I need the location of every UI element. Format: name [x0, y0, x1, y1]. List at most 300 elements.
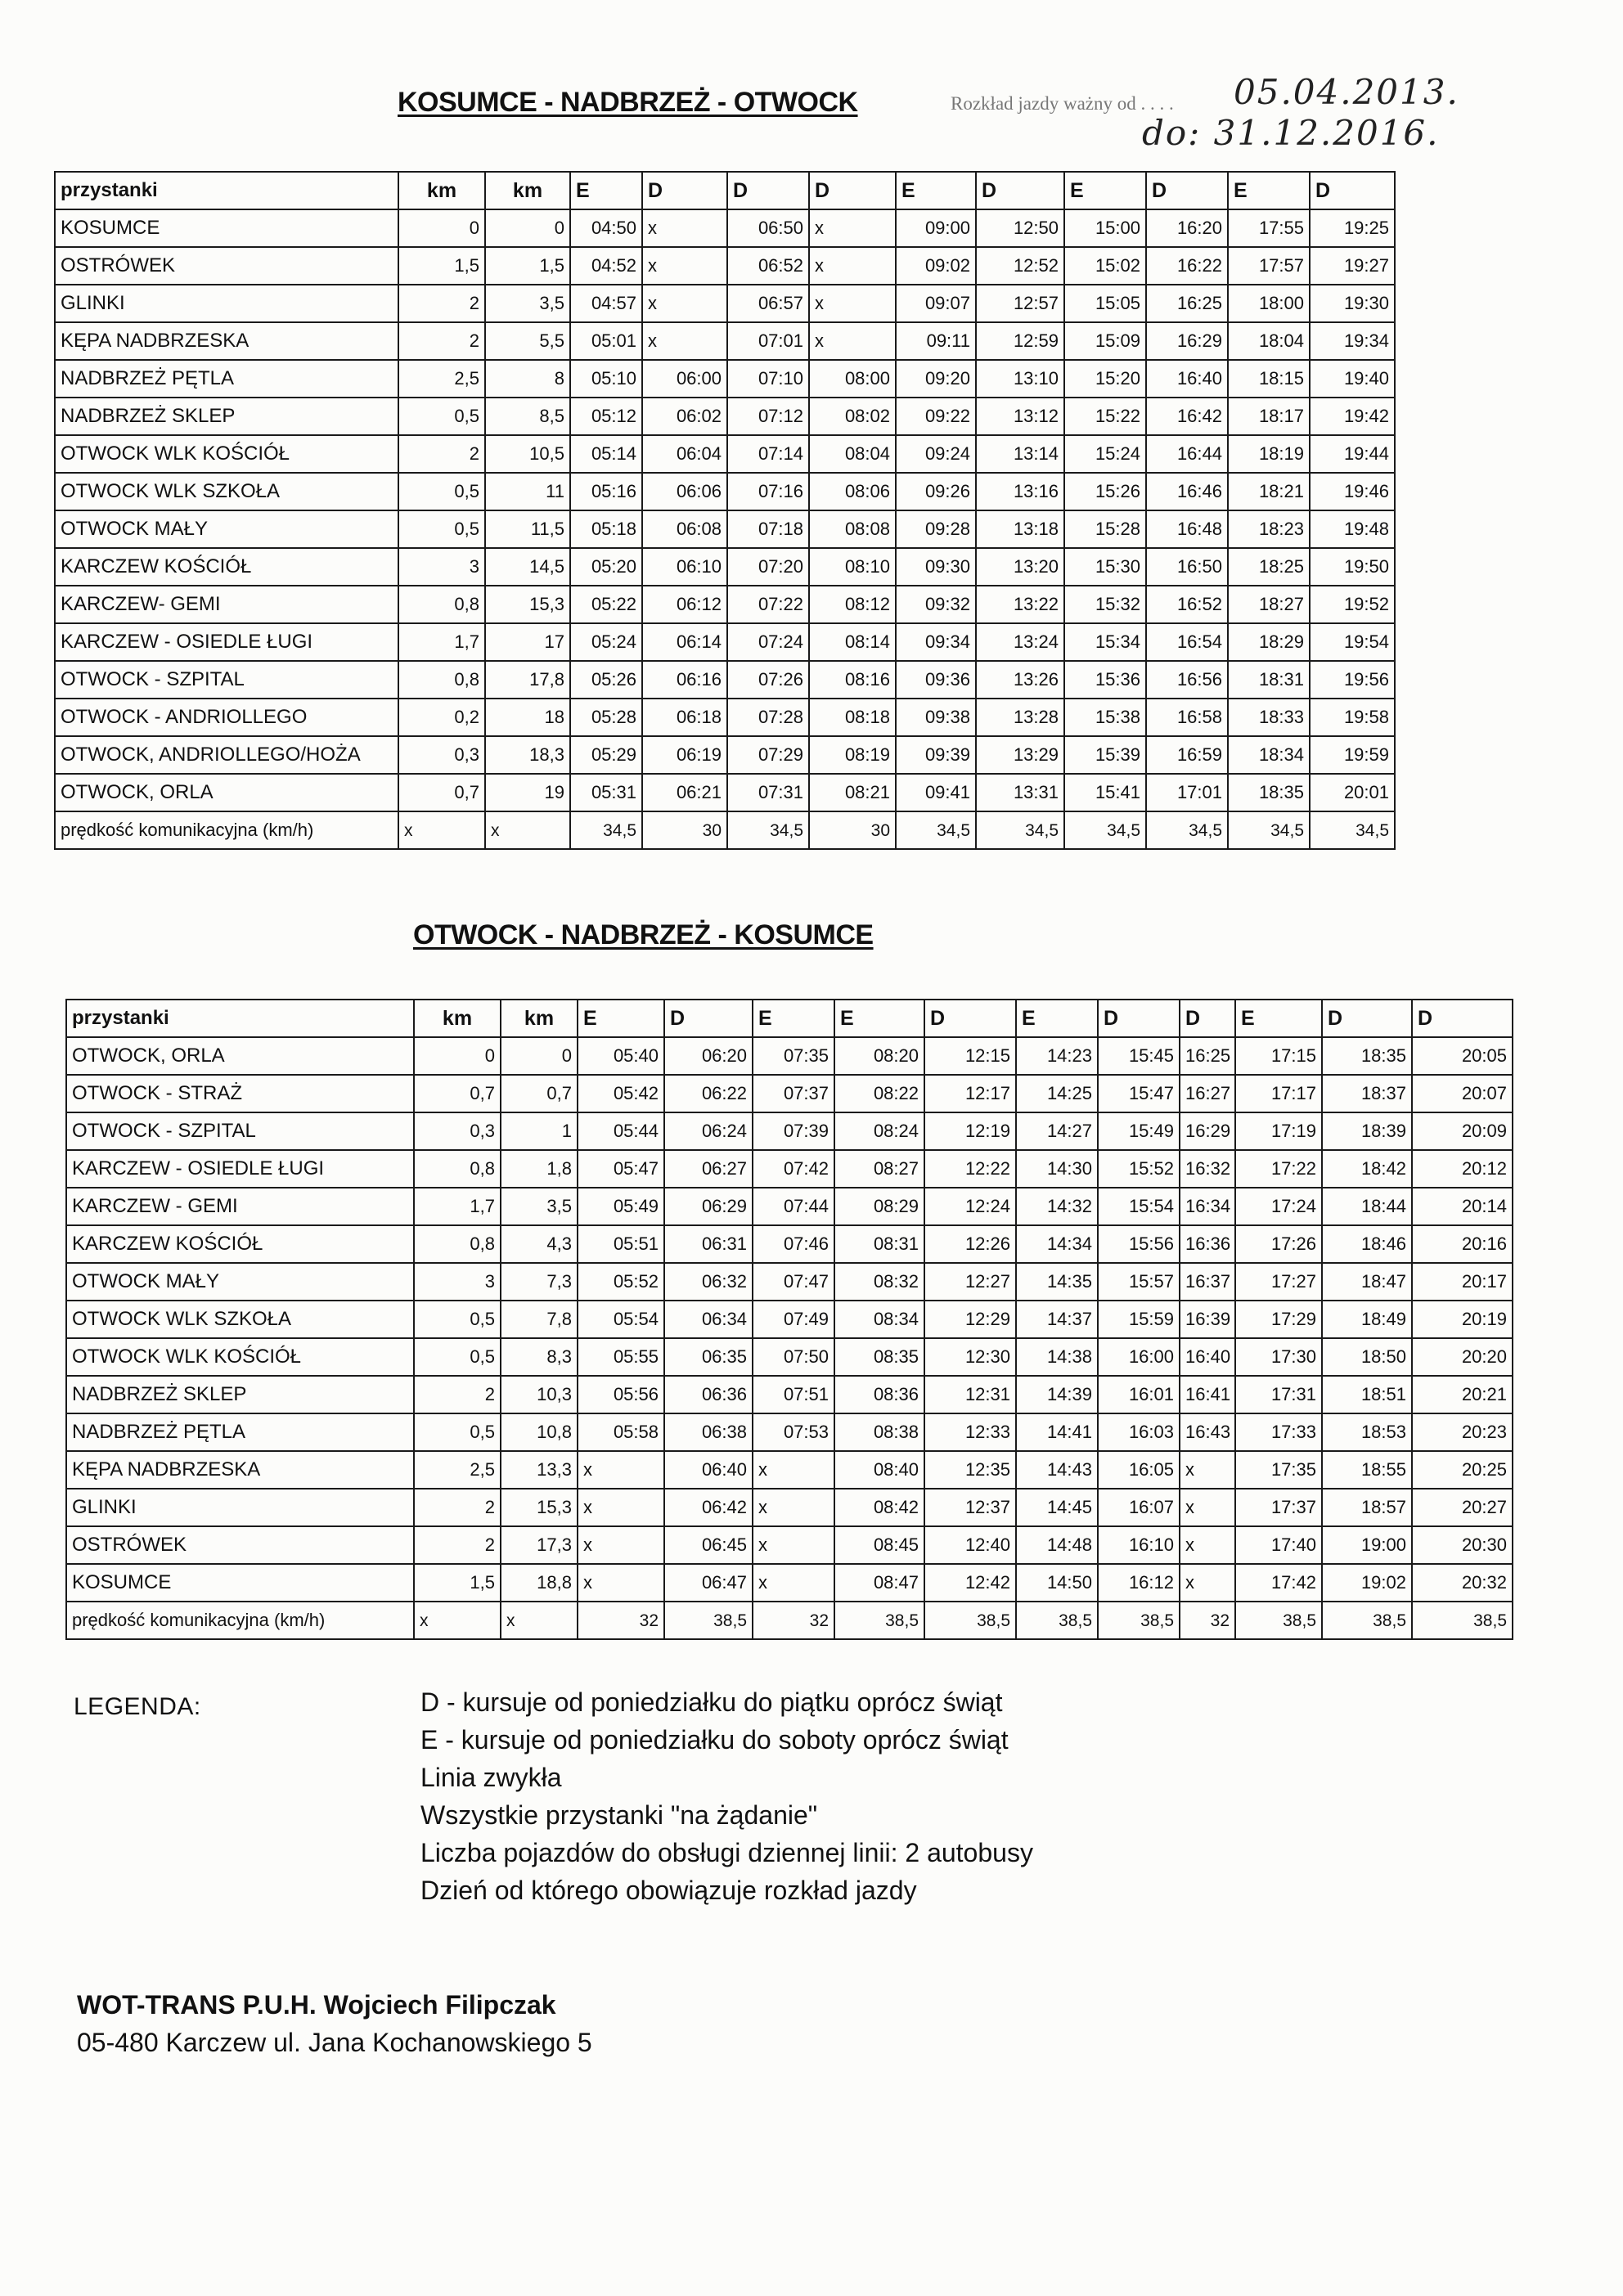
departure-time: 08:24: [834, 1112, 924, 1150]
departure-time: 18:51: [1322, 1376, 1412, 1413]
departure-time: 19:30: [1310, 285, 1395, 322]
departure-time: 12:26: [924, 1225, 1016, 1263]
departure-time: 06:29: [664, 1188, 753, 1225]
departure-time: 14:45: [1016, 1489, 1098, 1526]
table-row: [55, 661, 1496, 699]
departure-time: 06:50: [727, 209, 809, 247]
km-total: 13,3: [501, 1451, 578, 1489]
km-segment: 0,8: [398, 586, 485, 623]
departure-time: 15:59: [1098, 1301, 1180, 1338]
departure-time: 08:42: [834, 1489, 924, 1526]
departure-time: 17:30: [1235, 1338, 1322, 1376]
departure-time: 09:41: [896, 774, 976, 811]
km-segment: 0,7: [414, 1075, 501, 1112]
table-row: [66, 1150, 1513, 1188]
departure-time: 06:45: [664, 1526, 753, 1564]
departure-time: 14:23: [1016, 1037, 1098, 1075]
run-code-header: E: [1228, 172, 1310, 209]
departure-time: 14:39: [1016, 1376, 1098, 1413]
departure-time: 08:02: [809, 398, 896, 435]
stop-name: OTWOCK MAŁY: [55, 510, 398, 548]
departure-time: 13:28: [976, 699, 1064, 736]
departure-time: 16:43: [1180, 1413, 1235, 1451]
departure-time: 12:50: [976, 209, 1064, 247]
departure-time: 19:40: [1310, 360, 1395, 398]
km-total: 3,5: [485, 285, 570, 322]
departure-time: 08:45: [834, 1526, 924, 1564]
departure-time: 16:10: [1098, 1526, 1180, 1564]
table-row: [66, 1037, 1513, 1075]
table-row: [66, 1338, 1513, 1376]
departure-time: 06:10: [642, 548, 727, 586]
departure-time: 07:22: [727, 586, 809, 623]
departure-time: 04:50: [570, 209, 642, 247]
km-segment: 0,5: [398, 510, 485, 548]
km-segment: 2: [398, 285, 485, 322]
stop-name: KĘPA NADBRZESKA: [55, 322, 398, 360]
departure-time: 12:37: [924, 1489, 1016, 1526]
speed-value: 34,5: [727, 811, 809, 849]
departure-time: 05:18: [570, 510, 642, 548]
departure-time: 17:35: [1235, 1451, 1322, 1489]
run-code-header: D: [1310, 172, 1395, 209]
departure-time: 16:42: [1146, 398, 1228, 435]
departure-time: 14:43: [1016, 1451, 1098, 1489]
departure-time: 06:02: [642, 398, 727, 435]
run-code-header: D: [727, 172, 809, 209]
departure-time: 07:20: [727, 548, 809, 586]
departure-time: 16:01: [1098, 1376, 1180, 1413]
departure-time: 18:21: [1228, 473, 1310, 510]
departure-time: 20:16: [1412, 1225, 1513, 1263]
departure-time: 13:16: [976, 473, 1064, 510]
km-total: 8,3: [501, 1338, 578, 1376]
table-row: [55, 510, 1496, 548]
departure-time: 05:22: [570, 586, 642, 623]
departure-time: 16:44: [1146, 435, 1228, 473]
departure-time: 15:47: [1098, 1075, 1180, 1112]
km-total: 10,5: [485, 435, 570, 473]
stops-column-header: przystanki: [55, 172, 398, 209]
departure-time: 18:19: [1228, 435, 1310, 473]
legend-label: LEGENDA:: [74, 1693, 201, 1720]
departure-time: 05:29: [570, 736, 642, 774]
departure-time: x: [1180, 1489, 1235, 1526]
departure-time: 18:57: [1322, 1489, 1412, 1526]
departure-time: 07:28: [727, 699, 809, 736]
km-total: 7,8: [501, 1301, 578, 1338]
departure-time: 12:22: [924, 1150, 1016, 1188]
departure-time: 20:17: [1412, 1263, 1513, 1301]
speed-value: 34,5: [1064, 811, 1146, 849]
departure-time: 05:31: [570, 774, 642, 811]
km-segment: 0: [398, 209, 485, 247]
departure-time: 16:40: [1146, 360, 1228, 398]
table-row: [55, 398, 1496, 435]
departure-time: 08:22: [834, 1075, 924, 1112]
departure-time: 12:35: [924, 1451, 1016, 1489]
km-total: 15,3: [501, 1489, 578, 1526]
table-row: [55, 360, 1496, 398]
departure-time: 15:34: [1064, 623, 1146, 661]
table-row: [55, 586, 1496, 623]
departure-time: x: [753, 1489, 834, 1526]
departure-time: 05:42: [578, 1075, 664, 1112]
table-row: [66, 1376, 1513, 1413]
stop-name: OTWOCK WLK KOŚCIÓŁ: [66, 1338, 414, 1376]
km-total: 18,3: [485, 736, 570, 774]
run-code-header: E: [1016, 1000, 1098, 1037]
departure-time: 15:45: [1098, 1037, 1180, 1075]
departure-time: 16:32: [1180, 1150, 1235, 1188]
stop-name: GLINKI: [66, 1489, 414, 1526]
departure-time: 06:40: [664, 1451, 753, 1489]
km-segment: 0,5: [398, 473, 485, 510]
timetable-otwock-kosumce: [65, 999, 1513, 1640]
table-row: [66, 1526, 1513, 1564]
departure-time: 15:09: [1064, 322, 1146, 360]
departure-time: 06:00: [642, 360, 727, 398]
km-segment: 0,5: [398, 398, 485, 435]
departure-time: x: [642, 322, 727, 360]
departure-time: 16:54: [1146, 623, 1228, 661]
run-code-header: D: [642, 172, 727, 209]
validity-label: Rozkład jazdy ważny od . . . .: [951, 93, 1174, 114]
table-row: [66, 1075, 1513, 1112]
departure-time: 09:30: [896, 548, 976, 586]
stop-name: OTWOCK - ANDRIOLLEGO: [55, 699, 398, 736]
departure-time: 19:44: [1310, 435, 1395, 473]
departure-time: 16:48: [1146, 510, 1228, 548]
departure-time: 06:27: [664, 1150, 753, 1188]
valid-to-date: do: 31.12.2016.: [1142, 113, 1440, 153]
stop-name: OTWOCK - STRAŻ: [66, 1075, 414, 1112]
stop-name: KARCZEW KOŚCIÓŁ: [55, 548, 398, 586]
table-row: [66, 1301, 1513, 1338]
departure-time: 14:50: [1016, 1564, 1098, 1602]
departure-time: 14:27: [1016, 1112, 1098, 1150]
stop-name: OTWOCK, ORLA: [66, 1037, 414, 1075]
departure-time: 06:47: [664, 1564, 753, 1602]
departure-time: 20:12: [1412, 1150, 1513, 1188]
km-segment: 0,8: [414, 1150, 501, 1188]
legend-item: Dzień od którego obowiązuje rozkład jazdy: [420, 1876, 917, 1905]
departure-time: 15:36: [1064, 661, 1146, 699]
departure-time: 12:24: [924, 1188, 1016, 1225]
departure-time: x: [642, 247, 727, 285]
departure-time: x: [809, 322, 896, 360]
departure-time: 20:09: [1412, 1112, 1513, 1150]
departure-time: 17:01: [1146, 774, 1228, 811]
km-segment: 0,3: [414, 1112, 501, 1150]
departure-time: 05:40: [578, 1037, 664, 1075]
speed-value: 32: [1180, 1602, 1235, 1639]
run-code-header: E: [1235, 1000, 1322, 1037]
legend-item: E - kursuje od poniedziałku do soboty oprócz świąt: [420, 1725, 1009, 1755]
departure-time: 08:12: [809, 586, 896, 623]
departure-time: 18:42: [1322, 1150, 1412, 1188]
departure-time: 13:20: [976, 548, 1064, 586]
departure-time: 18:50: [1322, 1338, 1412, 1376]
table-row: [55, 209, 1496, 247]
departure-time: 05:49: [578, 1188, 664, 1225]
departure-time: 08:20: [834, 1037, 924, 1075]
departure-time: 16:41: [1180, 1376, 1235, 1413]
departure-time: 09:00: [896, 209, 976, 247]
stop-name: OTWOCK - SZPITAL: [66, 1112, 414, 1150]
departure-time: 06:12: [642, 586, 727, 623]
departure-time: 08:16: [809, 661, 896, 699]
departure-time: 06:04: [642, 435, 727, 473]
km-total: 10,3: [501, 1376, 578, 1413]
speed-label: prędkość komunikacyjna (km/h): [66, 1602, 414, 1639]
departure-time: 07:53: [753, 1413, 834, 1451]
legend-item: Liczba pojazdów do obsługi dziennej linii: 2 autobusy: [420, 1838, 1033, 1867]
departure-time: x: [1180, 1564, 1235, 1602]
table-row: [55, 435, 1496, 473]
stop-name: KARCZEW- GEMI: [55, 586, 398, 623]
departure-time: 05:51: [578, 1225, 664, 1263]
departure-time: 12:15: [924, 1037, 1016, 1075]
km-segment: 0,8: [398, 661, 485, 699]
departure-time: 16:20: [1146, 209, 1228, 247]
departure-time: 20:20: [1412, 1338, 1513, 1376]
km-total-column-header: km: [501, 1000, 578, 1037]
departure-time: 17:22: [1235, 1150, 1322, 1188]
departure-time: 07:24: [727, 623, 809, 661]
run-code-header: E: [570, 172, 642, 209]
departure-time: 08:27: [834, 1150, 924, 1188]
departure-time: 12:31: [924, 1376, 1016, 1413]
departure-time: 18:33: [1228, 699, 1310, 736]
departure-time: 18:27: [1228, 586, 1310, 623]
run-code-header: D: [1180, 1000, 1235, 1037]
table-row: [66, 1413, 1513, 1451]
departure-time: 20:19: [1412, 1301, 1513, 1338]
departure-time: 07:10: [727, 360, 809, 398]
departure-time: 09:38: [896, 699, 976, 736]
km-total-column-header: km: [485, 172, 570, 209]
company-name: WOT-TRANS P.U.H. Wojciech Filipczak: [77, 1990, 556, 2020]
km-segment: 2: [414, 1376, 501, 1413]
departure-time: 13:31: [976, 774, 1064, 811]
departure-time: 08:14: [809, 623, 896, 661]
departure-time: 07:26: [727, 661, 809, 699]
table-row: [55, 699, 1496, 736]
departure-time: 19:27: [1310, 247, 1395, 285]
departure-time: 09:24: [896, 435, 976, 473]
departure-time: 12:29: [924, 1301, 1016, 1338]
departure-time: 12:27: [924, 1263, 1016, 1301]
departure-time: 16:29: [1146, 322, 1228, 360]
departure-time: 09:34: [896, 623, 976, 661]
legend-item: Linia zwykła: [420, 1763, 562, 1792]
departure-time: 05:28: [570, 699, 642, 736]
stop-name: GLINKI: [55, 285, 398, 322]
speed-km-total: x: [485, 811, 570, 849]
departure-time: x: [809, 209, 896, 247]
departure-time: 14:35: [1016, 1263, 1098, 1301]
departure-time: 17:57: [1228, 247, 1310, 285]
km-total: 1,8: [501, 1150, 578, 1188]
departure-time: 18:35: [1322, 1037, 1412, 1075]
departure-time: 15:52: [1098, 1150, 1180, 1188]
speed-value: 38,5: [1098, 1602, 1180, 1639]
km-total: 0: [501, 1037, 578, 1075]
departure-time: 04:57: [570, 285, 642, 322]
departure-time: 08:10: [809, 548, 896, 586]
stop-name: KARCZEW - OSIEDLE ŁUGI: [66, 1150, 414, 1188]
departure-time: 13:10: [976, 360, 1064, 398]
table-header-row: [55, 172, 1496, 209]
departure-time: 12:30: [924, 1338, 1016, 1376]
departure-time: 06:08: [642, 510, 727, 548]
speed-value: 38,5: [664, 1602, 753, 1639]
departure-time: 19:50: [1310, 548, 1395, 586]
departure-time: 18:31: [1228, 661, 1310, 699]
timetable-kosumce-otwock: [54, 171, 1497, 850]
departure-time: 15:20: [1064, 360, 1146, 398]
table-row: [66, 1225, 1513, 1263]
departure-time: 18:47: [1322, 1263, 1412, 1301]
departure-time: 20:27: [1412, 1489, 1513, 1526]
stop-name: NADBRZEŻ SKLEP: [66, 1376, 414, 1413]
departure-time: 05:16: [570, 473, 642, 510]
table-row: [55, 247, 1496, 285]
departure-time: 13:14: [976, 435, 1064, 473]
departure-time: 07:12: [727, 398, 809, 435]
departure-time: 19:58: [1310, 699, 1395, 736]
departure-time: 15:05: [1064, 285, 1146, 322]
departure-time: 19:52: [1310, 586, 1395, 623]
km-segment: 0,5: [414, 1301, 501, 1338]
departure-time: 08:06: [809, 473, 896, 510]
table-row: [66, 1263, 1513, 1301]
legend-item: Wszystkie przystanki "na żądanie": [420, 1800, 818, 1830]
departure-time: 18:53: [1322, 1413, 1412, 1451]
stop-name: OTWOCK WLK KOŚCIÓŁ: [55, 435, 398, 473]
km-total: 17,8: [485, 661, 570, 699]
departure-time: x: [753, 1526, 834, 1564]
departure-time: 05:58: [578, 1413, 664, 1451]
departure-time: 19:02: [1322, 1564, 1412, 1602]
departure-time: 18:46: [1322, 1225, 1412, 1263]
departure-time: 07:42: [753, 1150, 834, 1188]
departure-time: 08:19: [809, 736, 896, 774]
departure-time: 15:41: [1064, 774, 1146, 811]
km-segment: 0,2: [398, 699, 485, 736]
speed-value: 34,5: [976, 811, 1064, 849]
departure-time: 07:44: [753, 1188, 834, 1225]
departure-time: 13:24: [976, 623, 1064, 661]
speed-value: 34,5: [1310, 811, 1395, 849]
departure-time: 20:25: [1412, 1451, 1513, 1489]
departure-time: 05:47: [578, 1150, 664, 1188]
departure-time: 06:19: [642, 736, 727, 774]
departure-time: 16:56: [1146, 661, 1228, 699]
departure-time: 07:39: [753, 1112, 834, 1150]
timetable-title-kosumce-otwock: KOSUMCE - NADBRZEŻ - OTWOCK: [398, 87, 858, 118]
speed-value: 38,5: [1016, 1602, 1098, 1639]
km-column-header: km: [414, 1000, 501, 1037]
departure-time: 19:46: [1310, 473, 1395, 510]
departure-time: x: [753, 1451, 834, 1489]
run-code-header: D: [1098, 1000, 1180, 1037]
departure-time: 12:17: [924, 1075, 1016, 1112]
km-total: 19: [485, 774, 570, 811]
departure-time: 17:40: [1235, 1526, 1322, 1564]
departure-time: 16:07: [1098, 1489, 1180, 1526]
km-total: 1,5: [485, 247, 570, 285]
departure-time: 16:12: [1098, 1564, 1180, 1602]
km-total: 14,5: [485, 548, 570, 586]
table-row: [55, 285, 1496, 322]
departure-time: 12:33: [924, 1413, 1016, 1451]
km-segment: 2: [414, 1526, 501, 1564]
km-segment: 0: [414, 1037, 501, 1075]
departure-time: 05:54: [578, 1301, 664, 1338]
departure-time: 14:32: [1016, 1188, 1098, 1225]
departure-time: x: [642, 285, 727, 322]
departure-time: 06:31: [664, 1225, 753, 1263]
speed-km: x: [398, 811, 485, 849]
run-code-header: D: [664, 1000, 753, 1037]
legend-item: D - kursuje od poniedziałku do piątku oprócz świąt: [420, 1687, 1003, 1717]
table-row: [66, 1489, 1513, 1526]
departure-time: 07:31: [727, 774, 809, 811]
departure-time: 09:22: [896, 398, 976, 435]
km-segment: 2,5: [414, 1451, 501, 1489]
departure-time: 12:52: [976, 247, 1064, 285]
km-total: 3,5: [501, 1188, 578, 1225]
departure-time: 09:28: [896, 510, 976, 548]
departure-time: 18:15: [1228, 360, 1310, 398]
departure-time: 06:18: [642, 699, 727, 736]
departure-time: 08:08: [809, 510, 896, 548]
departure-time: 12:40: [924, 1526, 1016, 1564]
departure-time: 17:29: [1235, 1301, 1322, 1338]
departure-time: 12:19: [924, 1112, 1016, 1150]
departure-time: 08:38: [834, 1413, 924, 1451]
km-segment: 0,8: [414, 1225, 501, 1263]
run-code-header: E: [1064, 172, 1146, 209]
departure-time: 14:37: [1016, 1301, 1098, 1338]
departure-time: 16:03: [1098, 1413, 1180, 1451]
stop-name: NADBRZEŻ SKLEP: [55, 398, 398, 435]
run-code-header: D: [1322, 1000, 1412, 1037]
departure-time: 05:10: [570, 360, 642, 398]
departure-time: x: [642, 209, 727, 247]
km-total: 7,3: [501, 1263, 578, 1301]
departure-time: 16:00: [1098, 1338, 1180, 1376]
departure-time: 07:51: [753, 1376, 834, 1413]
departure-time: 19:56: [1310, 661, 1395, 699]
speed-value: 38,5: [1322, 1602, 1412, 1639]
departure-time: x: [753, 1564, 834, 1602]
km-segment: 1,7: [398, 623, 485, 661]
km-segment: 2,5: [398, 360, 485, 398]
departure-time: 15:54: [1098, 1188, 1180, 1225]
departure-time: 15:56: [1098, 1225, 1180, 1263]
departure-time: 17:31: [1235, 1376, 1322, 1413]
km-total: 18: [485, 699, 570, 736]
departure-time: 08:40: [834, 1451, 924, 1489]
departure-time: 17:24: [1235, 1188, 1322, 1225]
km-segment: 1,5: [414, 1564, 501, 1602]
departure-time: 16:39: [1180, 1301, 1235, 1338]
departure-time: 18:39: [1322, 1112, 1412, 1150]
departure-time: 08:18: [809, 699, 896, 736]
